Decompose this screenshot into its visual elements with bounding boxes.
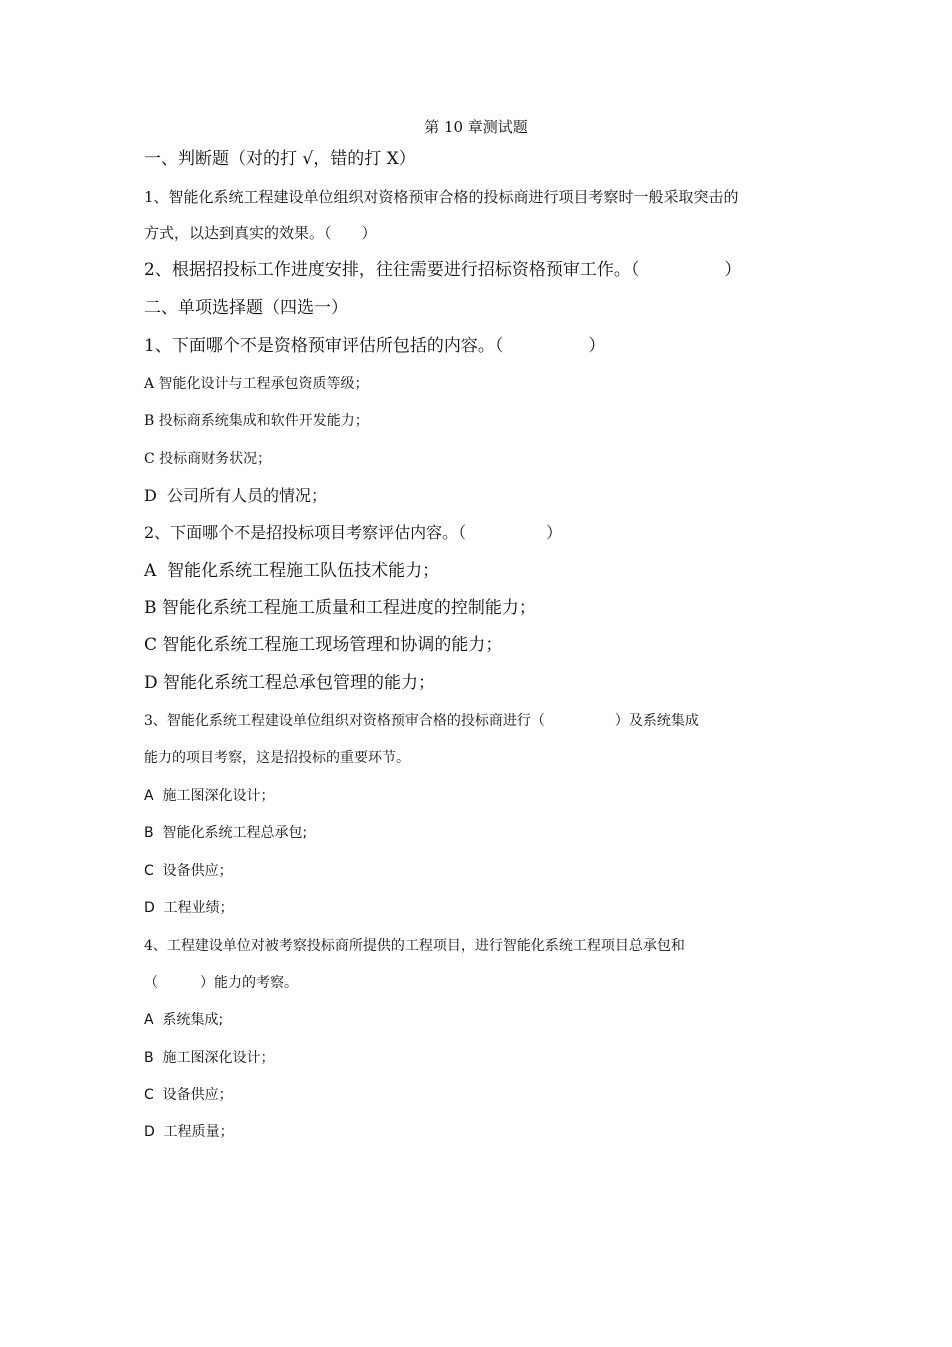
choice-question-4-option-b: B 施工图深化设计；: [144, 1050, 275, 1066]
choice-question-2-option-b: B 智能化系统工程施工质量和工程进度的控制能力；: [144, 598, 536, 618]
choice-question-3-option-b: B 智能化系统工程总承包;: [144, 825, 308, 841]
choice-question-4-stem-line-1: 4、工程建设单位对被考察投标商所提供的工程项目，进行智能化系统工程项目总承包和: [144, 938, 685, 954]
choice-question-3-option-c: C 设备供应；: [144, 863, 233, 879]
choice-question-1-option-d: D 公司所有人员的情况；: [144, 486, 328, 505]
choice-question-3-option-a: A 施工图深化设计；: [144, 788, 275, 804]
judgement-question-1-line-1: 1、智能化系统工程建设单位组织对资格预审合格的投标商进行项目考察时一般采取突击的: [144, 188, 739, 206]
choice-question-2-option-a: A 智能化系统工程施工队伍技术能力；: [144, 561, 440, 581]
choice-question-4-option-a: A 系统集成;: [144, 1012, 224, 1028]
choice-question-3-stem-line-1: 3、智能化系统工程建设单位组织对资格预审合格的投标商进行（ ）及系统集成: [144, 713, 699, 729]
choice-question-1-option-c: C 投标商财务状况；: [144, 451, 272, 467]
choice-question-1-stem: 1、下面哪个不是资格预审评估所包括的内容。（ ）: [144, 336, 606, 356]
judgement-question-2: 2、根据招投标工作进度安排，往往需要进行招标资格预审工作。（ ）: [144, 260, 742, 280]
choice-question-2-stem: 2、下面哪个不是招投标项目考察评估内容。（ ）: [144, 523, 563, 542]
choice-question-4-option-c: C 设备供应；: [144, 1087, 233, 1103]
choice-question-1-option-a: A 智能化设计与工程承包资质等级；: [144, 376, 369, 392]
section-judgement-heading: 一、判断题（对的打 √，错的打 X）: [144, 149, 416, 169]
section-choice-heading: 二、单项选择题（四选一）: [144, 298, 348, 318]
choice-question-3-option-d: D 工程业绩；: [144, 900, 234, 916]
judgement-question-1-line-2: 方式，以达到真实的效果。（ ）: [144, 224, 377, 242]
choice-question-4-stem-line-2: （ ）能力的考察。: [144, 975, 298, 991]
document-title: 第 10 章测试题: [424, 118, 528, 136]
choice-question-2-option-d: D 智能化系统工程总承包管理的能力；: [144, 673, 436, 693]
choice-question-3-stem-line-2: 能力的项目考察，这是招投标的重要环节。: [144, 750, 410, 766]
choice-question-1-option-b: B 投标商系统集成和软件开发能力；: [144, 413, 369, 429]
choice-question-4-option-d: D 工程质量；: [144, 1124, 234, 1140]
choice-question-2-option-c: C 智能化系统工程施工现场管理和协调的能力；: [144, 635, 503, 655]
